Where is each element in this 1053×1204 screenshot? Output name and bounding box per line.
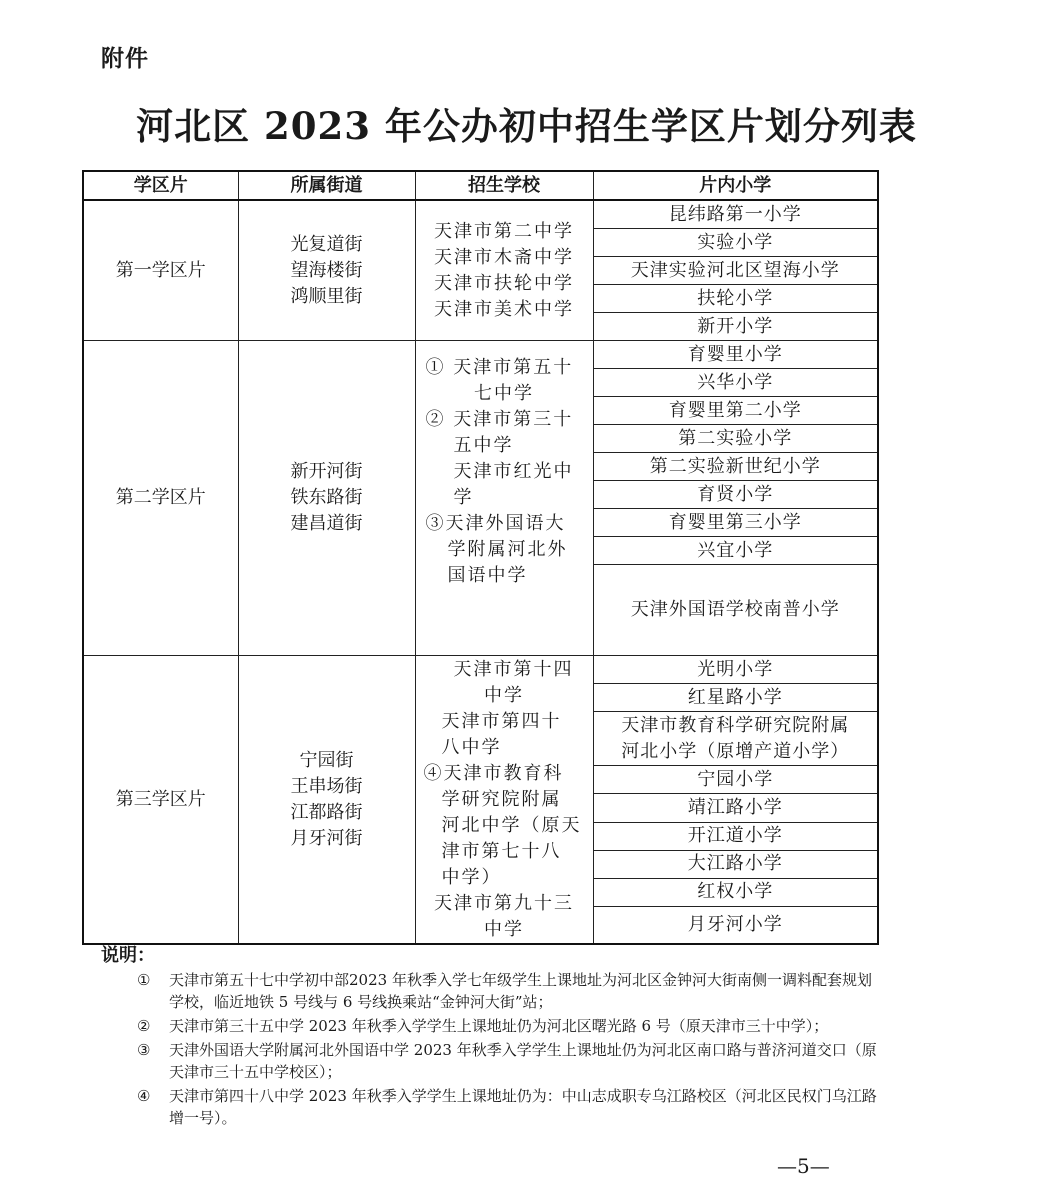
primary-school: 第二实验小学	[593, 425, 878, 453]
street: 王串场街	[290, 775, 363, 797]
primary-school: 靖江路小学	[593, 794, 878, 822]
notes-heading: 说明：	[101, 945, 155, 966]
school: 学研究院附属	[441, 789, 562, 810]
note-marker: ②	[137, 1017, 151, 1035]
street: 新开河街	[290, 461, 363, 482]
header-schools: 招生学校	[415, 171, 593, 200]
header-streets: 所属街道	[238, 171, 415, 200]
primary-school: 育婴里第三小学	[593, 509, 878, 537]
note-marker: ③	[137, 1041, 151, 1059]
table-row	[83, 656, 878, 684]
street: 建昌道街	[290, 513, 363, 534]
primary-school	[593, 712, 878, 766]
district-streets	[238, 200, 415, 341]
note-item	[101, 1039, 881, 1083]
school: 天津市美术中学	[434, 298, 574, 320]
street: 光复道街	[290, 233, 363, 255]
school: 天津市红光中	[453, 461, 574, 482]
primary-school: 第二实验新世纪小学	[593, 453, 878, 481]
school: ② 天津市第三十	[425, 409, 574, 430]
primary-school: 兴华小学	[593, 369, 878, 397]
primary-school: 光明小学	[593, 656, 878, 684]
primary-school: 大江路小学	[593, 850, 878, 878]
school: ① 天津市第五十	[425, 357, 574, 378]
note-text: 天津外国语大学附属河北外国语中学 2023 年秋季入学学生上课地址仍为河北区南口路与普济河道交口（原天津市三十五中学校区）；	[169, 1041, 877, 1081]
district-name: 第一学区片	[83, 200, 238, 341]
school: 中学	[484, 685, 524, 706]
school: 五中学	[453, 435, 514, 456]
district-name: 第二学区片	[83, 341, 238, 656]
primary-school: 育婴里第二小学	[593, 397, 878, 425]
street: 铁东路街	[290, 487, 363, 508]
street: 望海楼街	[290, 259, 363, 281]
primary-school: 实验小学	[593, 229, 878, 257]
school: 八中学	[441, 737, 502, 758]
district-schools	[415, 341, 593, 656]
note-item	[101, 1085, 881, 1129]
school: 天津市第九十三	[434, 893, 574, 914]
district-streets	[238, 341, 415, 656]
school: 国语中学	[447, 565, 528, 586]
primary-school: 兴宜小学	[593, 537, 878, 565]
school: 天津市第四十	[441, 711, 562, 732]
primary-school: 开江道小学	[593, 822, 878, 850]
table-row	[83, 341, 878, 369]
header-primary: 片内小学	[593, 171, 878, 200]
primary-school: 新开小学	[593, 313, 878, 341]
street: 江都路街	[290, 801, 363, 823]
school: 七中学	[474, 383, 534, 404]
school: 河北中学（原天	[441, 815, 582, 836]
primary-school: 扶轮小学	[593, 285, 878, 313]
school: 天津市木斋中学	[434, 246, 574, 268]
primary-school: 红星路小学	[593, 684, 878, 712]
primary-school: 红权小学	[593, 878, 878, 906]
note-item	[101, 969, 881, 1013]
school: 天津市扶轮中学	[434, 272, 574, 294]
street: 宁园街	[299, 749, 354, 771]
district-table	[82, 170, 879, 945]
street: 鸿顺里街	[290, 285, 363, 307]
notes-section	[101, 941, 881, 1129]
primary-school: 天津外国语学校南普小学	[593, 565, 878, 656]
note-item	[101, 1015, 881, 1037]
primary-school-line: 天津市教育科学研究院附属	[621, 714, 850, 736]
table-header-row	[83, 171, 878, 200]
school: 天津市第二中学	[434, 220, 574, 242]
primary-school: 天津实验河北区望海小学	[593, 257, 878, 285]
note-text: 天津市第三十五中学 2023 年秋季入学学生上课地址仍为河北区曙光路 6 号（原天津市三十中学）；	[169, 1017, 829, 1035]
page-number: —5—	[777, 1154, 830, 1178]
district-schools	[415, 656, 593, 945]
header-district: 学区片	[83, 171, 238, 200]
document-title: 河北区 2023 年公办初中招生学区片划分列表	[136, 104, 917, 148]
primary-school-line: 河北小学（原增产道小学）	[621, 740, 850, 762]
note-text: 天津市第五十七中学初中部2023 年秋季入学七年级学生上课地址为河北区金钟河大街南侧一调料配套规划学校，临近地铁 5 号线与 6 号线换乘站“金钟河大街”站；	[169, 971, 872, 1011]
school: 学附属河北外	[447, 539, 568, 560]
school: ④天津市教育科	[423, 763, 564, 784]
school: 中学）	[441, 867, 502, 888]
primary-school: 月牙河小学	[593, 906, 878, 944]
primary-school: 育婴里小学	[593, 341, 878, 369]
table-row	[83, 200, 878, 229]
street: 月牙河街	[290, 827, 363, 849]
primary-school: 宁园小学	[593, 766, 878, 794]
note-marker: ④	[137, 1087, 151, 1105]
school: 中学	[484, 919, 524, 940]
district-streets	[238, 656, 415, 945]
school: 天津市第十四	[453, 659, 574, 680]
school: 学	[453, 487, 474, 508]
school: 津市第七十八	[441, 841, 562, 862]
primary-school: 育贤小学	[593, 481, 878, 509]
school: ③天津外国语大	[425, 513, 566, 534]
attachment-label: 附件	[101, 46, 149, 72]
note-text: 天津市第四十八中学 2023 年秋季入学学生上课地址仍为：中山志成职专乌江路校区（河北区民权门乌江路增一号）。	[169, 1087, 877, 1127]
note-marker: ①	[137, 971, 151, 989]
district-schools	[415, 200, 593, 341]
district-name: 第三学区片	[83, 656, 238, 945]
primary-school: 昆纬路第一小学	[593, 200, 878, 229]
